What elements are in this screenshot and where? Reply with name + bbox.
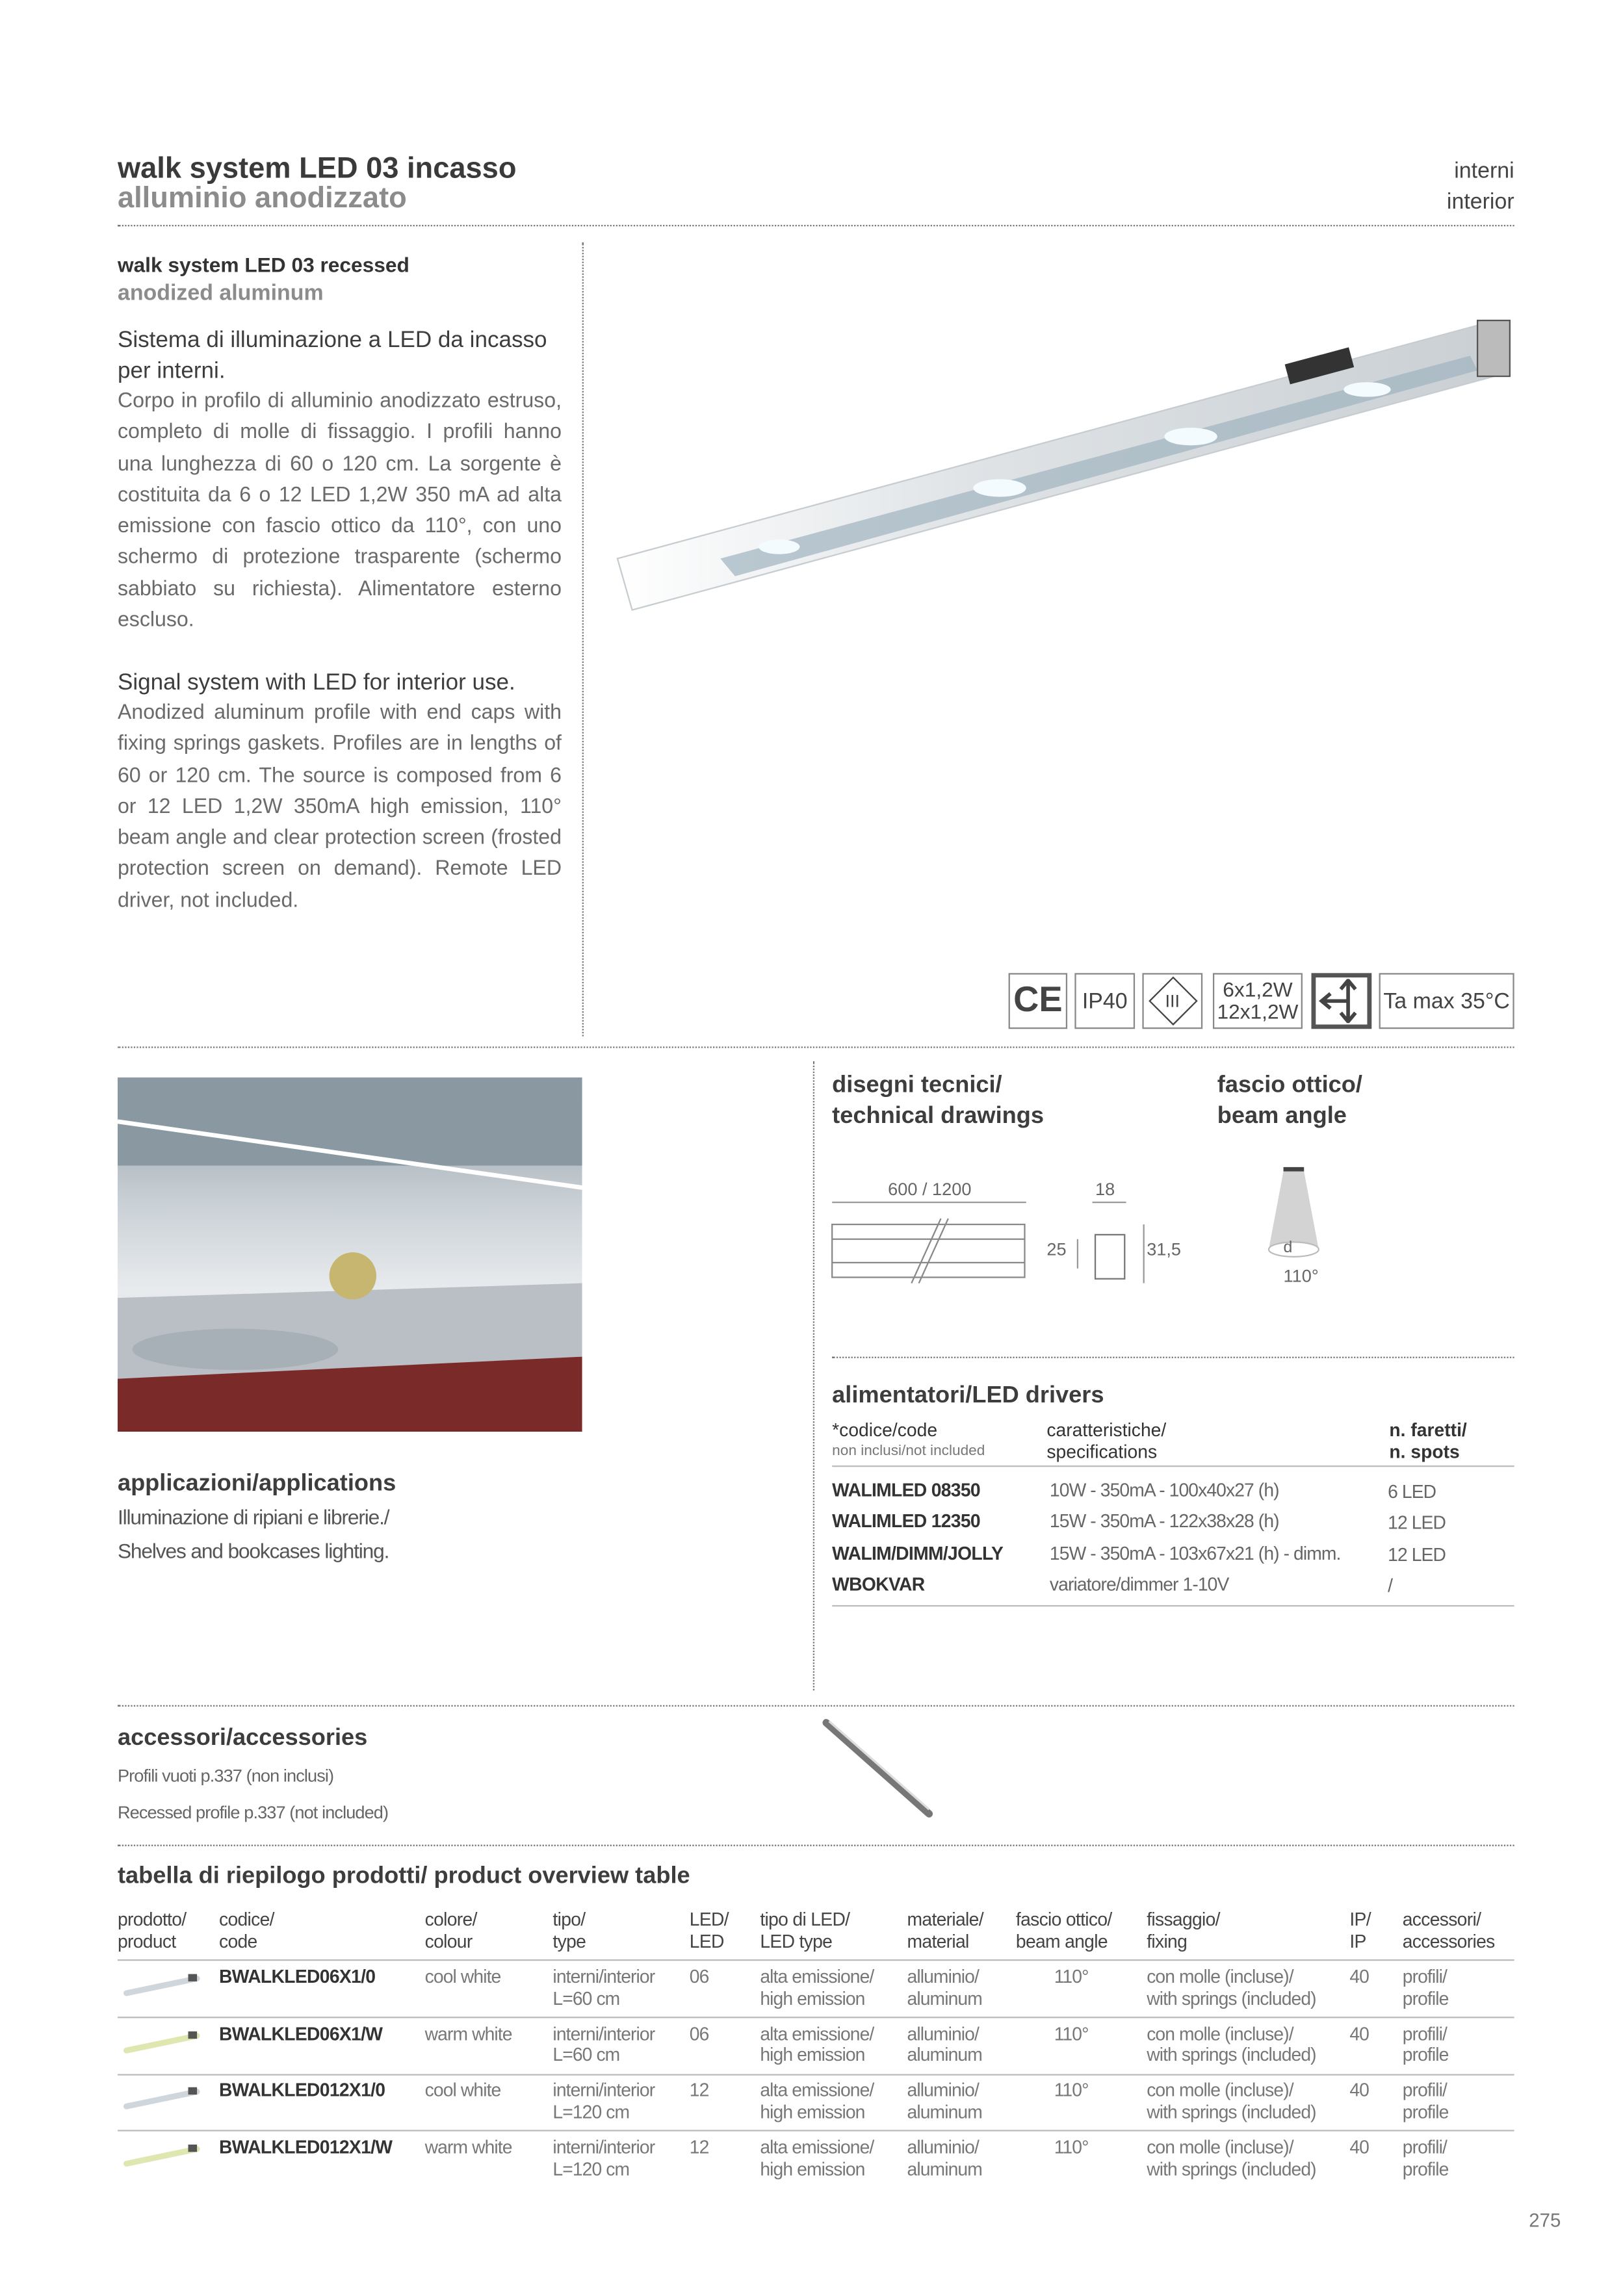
lead-en: Signal system with LED for interior use.	[117, 670, 515, 695]
type: interni/interior L=60 cm	[552, 2023, 655, 2066]
material: alluminio/ aluminum	[907, 2080, 982, 2122]
led-type: alta emissione/ high emission	[760, 1967, 874, 2009]
application-photo	[118, 1077, 582, 1432]
material: alluminio/ aluminum	[907, 1967, 982, 2009]
divider	[118, 2074, 1514, 2075]
category-it: interni	[1454, 159, 1514, 184]
beam-d-label: d	[1283, 1239, 1293, 1257]
technical-drawing	[831, 1198, 1198, 1286]
beam-angle-cell: 110°	[1054, 2023, 1089, 2044]
accessories-title: accessori/accessories	[117, 1725, 368, 1751]
beam-angle: 110°	[1283, 1265, 1319, 1287]
led-type: alta emissione/ high emission	[760, 2080, 874, 2122]
driver-spec: 10W - 350mA - 100x40x27 (h)	[1049, 1480, 1279, 1501]
intro-subtitle-en: anodized aluminum	[117, 281, 324, 306]
page-subtitle: alluminio anodizzato	[117, 182, 407, 215]
overview-header: fissaggio/ fixing	[1147, 1909, 1220, 1952]
driver-code: WALIM/DIMM/JOLLY	[832, 1542, 1004, 1564]
type: interni/interior L=60 cm	[552, 1967, 655, 2009]
led-type: alta emissione/ high emission	[760, 2137, 874, 2180]
power-rating	[1213, 973, 1303, 1029]
beam-title: fascio ottico/ beam angle	[1217, 1073, 1362, 1129]
width-dimension: 18	[1095, 1178, 1115, 1200]
led-count: 12	[689, 2080, 709, 2101]
driver-spec: variatore/dimmer 1-10V	[1049, 1574, 1229, 1595]
drivers-header-code: *codice/code	[832, 1419, 938, 1441]
divider	[582, 242, 584, 1036]
overview-header: IP/ IP	[1349, 1909, 1371, 1952]
length-dimension: 600 / 1200	[888, 1178, 972, 1200]
power-12: 12x1,2W	[1217, 1000, 1299, 1024]
divider	[118, 2017, 1514, 2018]
ip-rating-cell: 40	[1349, 2137, 1369, 2158]
category-en: interior	[1446, 189, 1514, 215]
colour: warm white	[424, 2023, 512, 2044]
divider	[118, 1959, 1514, 1961]
divider	[118, 1705, 1514, 1707]
led-type: alta emissione/ high emission	[760, 2023, 874, 2066]
drivers-header-note: non inclusi/not included	[832, 1443, 985, 1460]
product-thumbnail	[120, 2140, 203, 2173]
overview-header: LED/ LED	[689, 1909, 729, 1952]
product-thumbnail	[120, 2026, 203, 2059]
overview-header: materiale/ material	[907, 1909, 983, 1952]
class-iii-icon	[1142, 973, 1202, 1029]
drawings-title: disegni tecnici/ technical drawings	[832, 1073, 1044, 1129]
fixing: con molle (incluse)/ with springs (included)	[1147, 2137, 1316, 2180]
overview-header: accessori/ accessories	[1402, 1909, 1495, 1952]
overview-header: tipo/ type	[552, 1909, 586, 1952]
accessories-en: Recessed profile p.337 (not included)	[117, 1801, 389, 1823]
divider	[118, 1845, 1514, 1846]
driver-spec: 15W - 350mA - 122x38x28 (h)	[1049, 1511, 1279, 1532]
product-code: BWALKLED012X1/W	[219, 2137, 393, 2158]
accessories-cell: profili/ profile	[1402, 1967, 1449, 2009]
beam-angle-cell: 110°	[1054, 2080, 1089, 2101]
accessories-cell: profili/ profile	[1402, 2137, 1449, 2180]
applications-title: applicazioni/applications	[117, 1471, 396, 1497]
led-count: 12	[689, 2137, 709, 2158]
fixing: con molle (incluse)/ with springs (included)	[1147, 1967, 1316, 2009]
class-label: III	[1165, 990, 1180, 1012]
product-code: BWALKLED06X1/0	[219, 1967, 376, 1987]
type: interni/interior L=120 cm	[552, 2080, 655, 2122]
divider	[118, 2130, 1514, 2132]
material: alluminio/ aluminum	[907, 2137, 982, 2180]
type: interni/interior L=120 cm	[552, 2137, 655, 2180]
colour: cool white	[424, 1967, 501, 1987]
fixing: con molle (incluse)/ with springs (included)	[1147, 2080, 1316, 2122]
beam-angle-cell: 110°	[1054, 2137, 1089, 2158]
divider	[813, 1061, 814, 1690]
drivers-header-spots: n. faretti/ n. spots	[1389, 1419, 1467, 1463]
led-count: 06	[689, 2023, 709, 2044]
ip-rating: IP40	[1074, 973, 1135, 1029]
divider	[118, 1046, 1514, 1048]
overview-header: fascio ottico/ beam angle	[1015, 1909, 1112, 1952]
product-code: BWALKLED012X1/0	[219, 2080, 385, 2101]
overview-title: tabella di riepilogo prodotti/ product overview table	[117, 1863, 690, 1889]
product-image	[603, 264, 1514, 632]
driver-spots: 6 LED	[1388, 1481, 1436, 1503]
overview-header: prodotto/ product	[117, 1909, 187, 1952]
divider	[832, 1465, 1514, 1467]
driver-code: WALIMLED 12350	[832, 1511, 980, 1532]
max-temperature: Ta max 35°C	[1379, 973, 1514, 1029]
body-it: Corpo in profilo di alluminio anodizzato estruso, completo di molle di fissaggio. I profili hanno una lunghezza di 60 o 120 cm. La sorgente è costituita da 6 o 12 LED 1,2W 350 mA ad alta emissione con fascio ottico da 110°, con uno schermo di protezione trasparente (schermo sabbiato su richiesta). Alimentatore esterno escluso.	[117, 389, 562, 632]
product-thumbnail	[120, 1970, 203, 2002]
product-thumbnail	[120, 2083, 203, 2116]
page-number: 275	[1529, 2209, 1561, 2232]
mounting-direction-icon	[1312, 973, 1372, 1029]
driver-code: WBOKVAR	[832, 1574, 925, 1595]
beam-angle-cell: 110°	[1054, 1967, 1089, 1987]
driver-spec: 15W - 350mA - 103x67x21 (h) - dimm.	[1049, 1542, 1341, 1564]
total-height-dimension: 31,5	[1147, 1239, 1182, 1260]
divider	[118, 225, 1514, 226]
page-title: walk system LED 03 incasso	[117, 153, 517, 185]
driver-spots: /	[1388, 1575, 1393, 1597]
lead-it: Sistema di illuminazione a LED da incasso per interni.	[117, 328, 547, 384]
drivers-header-spec: caratteristiche/ specifications	[1046, 1419, 1167, 1463]
accessories-it: Profili vuoti p.337 (non inclusi)	[117, 1765, 334, 1786]
divider	[832, 1605, 1514, 1606]
accessory-profile-image	[820, 1717, 938, 1823]
accessories-cell: profili/ profile	[1402, 2023, 1449, 2066]
ce-mark-icon: CE	[1009, 973, 1067, 1029]
accessories-cell: profili/ profile	[1402, 2080, 1449, 2122]
ip-rating-cell: 40	[1349, 1967, 1369, 1987]
intro-title-en: walk system LED 03 recessed	[117, 253, 409, 277]
applications-it: Illuminazione di ripiani e librerie./	[117, 1505, 389, 1529]
material: alluminio/ aluminum	[907, 2023, 982, 2066]
driver-code: WALIMLED 08350	[832, 1480, 980, 1501]
colour: warm white	[424, 2137, 512, 2158]
applications-en: Shelves and bookcases lighting.	[117, 1539, 389, 1563]
overview-header: codice/ code	[219, 1909, 274, 1952]
divider	[832, 1357, 1514, 1358]
overview-header: tipo di LED/ LED type	[760, 1909, 850, 1952]
led-count: 06	[689, 1967, 709, 1987]
driver-spots: 12 LED	[1388, 1544, 1446, 1565]
colour: cool white	[424, 2080, 501, 2101]
driver-spots: 12 LED	[1388, 1513, 1446, 1534]
power-6: 6x1,2W	[1223, 977, 1293, 1001]
body-en: Anodized aluminum profile with end caps with fixing springs gaskets. Profiles are in lengths of 60 or 120 cm. The source is composed from 6 or 12 LED 1,2W 350mA high emission, 110° beam angle and clear protection screen (frosted protection screen on demand). Remote LED driver, not included.	[117, 701, 562, 913]
height-dimension: 25	[1046, 1239, 1067, 1260]
fixing: con molle (incluse)/ with springs (included)	[1147, 2023, 1316, 2066]
overview-header: colore/ colour	[424, 1909, 477, 1952]
ip-rating-cell: 40	[1349, 2080, 1369, 2101]
drivers-title: alimentatori/LED drivers	[832, 1383, 1104, 1408]
ip-rating-cell: 40	[1349, 2023, 1369, 2044]
product-code: BWALKLED06X1/W	[219, 2023, 383, 2044]
